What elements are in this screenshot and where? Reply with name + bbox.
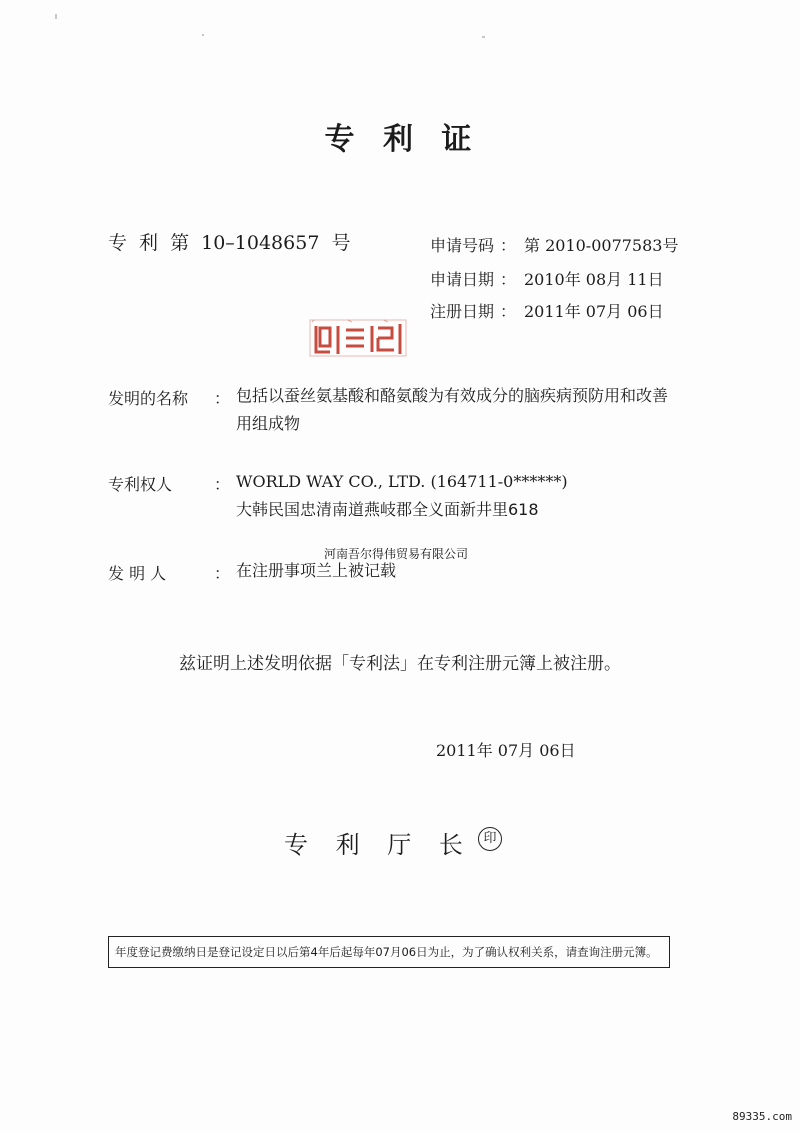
- patentee-line1: WORLD WAY CO., LTD. (164711-0******): [236, 472, 568, 491]
- certification-statement: 兹证明上述发明依据「专利法」在专利注册元簿上被注册。: [179, 654, 621, 674]
- site-watermark: 89335.com: [732, 1110, 792, 1123]
- invention-name-colon: ：: [214, 389, 231, 408]
- patentee-line2: 大韩民国忠清南道燕岐郡全义面新井里618: [236, 500, 539, 519]
- signing-date: 2011年 07月 06日: [436, 741, 576, 760]
- notice-box: 年度登记费缴纳日是登记设定日以后第4年后起每年07月06日为止，为了确认权利关系，请查询注册元簿。: [108, 936, 670, 968]
- official-title: 专 利 厅 长: [284, 831, 473, 859]
- registration-date-label: 注册日期: [430, 302, 495, 321]
- registration-date-colon: ：: [500, 302, 517, 321]
- red-seal-stamp: [308, 316, 408, 360]
- invention-name-line1: 包括以蚕丝氨基酸和酪氨酸为有效成分的脑疾病预防用和改善: [236, 386, 669, 405]
- document-title: 专 利 证: [324, 122, 476, 157]
- inventor-colon: ：: [214, 564, 231, 583]
- company-stamp: 河南吾尔得伟贸易有限公司: [324, 547, 469, 561]
- invention-name-label: 发明的名称: [108, 389, 189, 408]
- application-date-value: 2010年 08月 11日: [524, 270, 664, 289]
- inventor-label: 发 明 人: [108, 564, 167, 583]
- invention-name-value: [236, 382, 668, 438]
- invention-name-line2: 用组成物: [236, 414, 301, 433]
- patentee-label: 专利权人: [108, 475, 173, 494]
- application-date-label: 申请日期: [430, 270, 495, 289]
- inventor-value: 在注册事项兰上被记载: [236, 561, 397, 580]
- official-seal-mark: 印: [478, 827, 502, 851]
- patentee-colon: ：: [214, 475, 231, 494]
- scan-speck: [202, 34, 204, 36]
- registration-date-value: 2011年 07月 06日: [524, 302, 664, 321]
- application-date-colon: ：: [500, 270, 517, 289]
- scan-speck: [55, 14, 57, 19]
- patentee-value: [236, 468, 568, 524]
- patent-number: 专 利 第 10–1048657 号: [108, 232, 351, 254]
- scan-speck: [482, 36, 485, 38]
- application-number-value: 第 2010-0077583号: [524, 236, 679, 255]
- application-number-label: 申请号码: [430, 236, 495, 255]
- application-number-colon: ：: [500, 236, 517, 255]
